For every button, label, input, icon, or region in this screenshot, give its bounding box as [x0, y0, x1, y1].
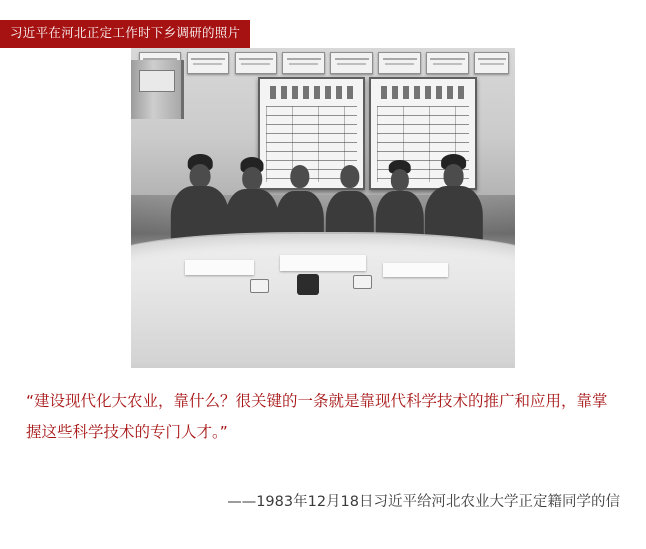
wall-certificate	[474, 52, 509, 73]
wall-certificate	[426, 52, 469, 73]
certificate-row	[139, 52, 508, 71]
quote-attribution: ——1983年12月18日习近平给河北农业大学正定籍同学的信	[227, 494, 620, 510]
board-heading	[381, 86, 464, 99]
person-head	[391, 169, 409, 191]
doorway	[131, 60, 184, 119]
photograph-image	[131, 48, 515, 368]
wall-certificate	[235, 52, 278, 73]
table-paper	[185, 260, 254, 275]
person-head	[242, 167, 262, 189]
table-cup	[250, 279, 269, 293]
table-paper	[280, 255, 366, 271]
wall-certificate	[187, 52, 230, 73]
board-heading	[270, 86, 353, 99]
table-paper	[383, 263, 448, 276]
table-thermos	[297, 274, 319, 296]
person-head	[290, 165, 309, 188]
photograph-container	[131, 48, 515, 368]
wall-certificate	[282, 52, 325, 73]
photo-caption-tag: 习近平在河北正定工作时下乡调研的照片	[0, 20, 250, 48]
meeting-table	[131, 232, 515, 368]
table-cup	[353, 275, 372, 289]
person-head	[443, 164, 464, 188]
person-head	[190, 164, 211, 188]
door-poster	[139, 70, 175, 92]
wall-certificate	[330, 52, 373, 73]
pull-quote: “建设现代化大农业，靠什么？很关键的一条就是靠现代科学技术的推广和应用，靠掌握这些科学技术的专门人才。”	[26, 392, 608, 441]
wall-certificate	[378, 52, 421, 73]
person-head	[340, 165, 359, 188]
